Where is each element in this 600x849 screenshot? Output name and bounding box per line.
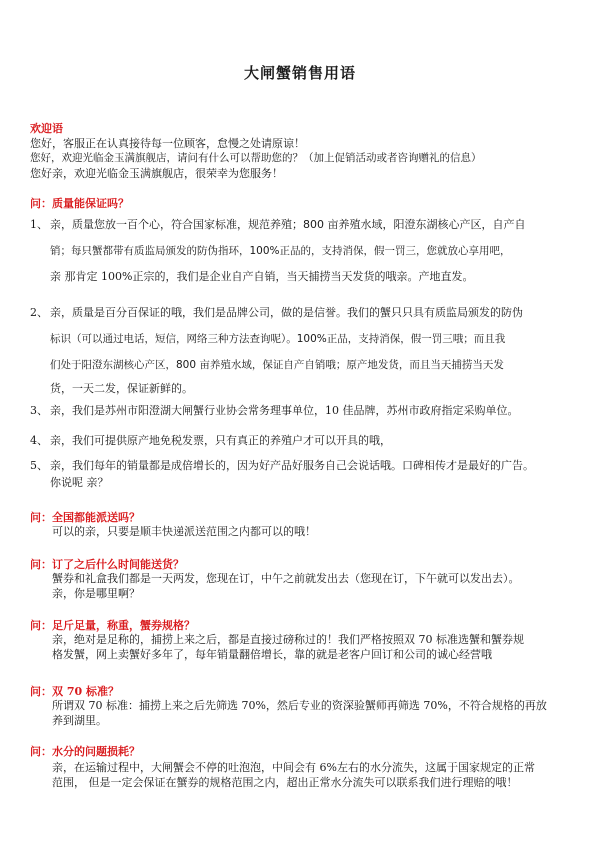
answer-line: 范围， 但是一定会保证在蟹券的规格范围之内，超出正常水分流失可以联系我们进行理赔的哦！ (52, 776, 518, 789)
item-line: 亲，我们每年的销量都是成倍增长的，因为好产品好服务自己会说话哦。口碑相传才是最好的广告。 (50, 459, 534, 472)
item-line: 标识（可以通过电话，短信，网络三种方法查询呢）。100%正品，支持消保，假一罚三哦；而且我 (50, 333, 506, 345)
item-number: 5、 (30, 459, 48, 472)
question-heading-quality: 问：质量能保证吗？ (30, 197, 129, 210)
greeting-section (30, 120, 575, 181)
answer-water-loss (52, 760, 572, 790)
item-number: 4、 (30, 434, 48, 447)
answer-item-4 (30, 428, 570, 454)
answer-item-1 (30, 212, 570, 290)
greeting-line: 您好，客服正在认真接待每一位顾客，怠慢之处请原谅！ (30, 137, 305, 150)
item-line: 货，一天二发，保证新鲜的。 (50, 382, 193, 395)
answer-item-5 (30, 457, 570, 491)
item-line: 亲，我们可提供原产地免税发票，只有真正的养殖户才可以开具的哦， (50, 434, 391, 447)
question-heading-weight: 问：足斤足量，称重，蟹券规格？ (30, 619, 195, 632)
answer-line: 亲，绝对是足称的，捕捞上来之后，都是直接过磅称过的！我们严格按照双 70 标准选蟹和蟹券规 (52, 633, 524, 646)
item-line: 亲，我们是苏州市阳澄湖大闸蟹行业协会常务理事单位，10 佳品牌，苏州市政府指定采购单位。 (50, 404, 519, 417)
question-heading-double-70: 问：双 70 标准？ (30, 685, 119, 698)
item-number: 3、 (30, 404, 48, 417)
greeting-heading: 欢迎语 (30, 122, 63, 135)
question-heading-delivery-time: 问：订了之后什么时间能送货？ (30, 558, 184, 571)
item-line: 亲 那肯定 100%正宗的，我们是企业自产自销，当天捕捞当天发货的哦亲。产地直发。 (50, 270, 474, 283)
item-line: 销；每只蟹都带有质监局颁发的防伪指环，100%正品的，支持消保，假一罚三，您就放心享用吧， (50, 245, 511, 257)
greeting-line: 您好亲，欢迎光临金玉满旗舰店，很荣幸为您服务！ (30, 167, 283, 180)
item-line: 们处于阳澄东湖核心产区，800 亩养殖水域，保证自产自销哦；原产地发货，而且当天捕捞当天发 (50, 359, 504, 371)
item-number: 1、 (30, 218, 48, 231)
answer-item-2 (30, 300, 570, 400)
answer-line: 蟹券和礼盒我们都是一天两发，您现在订，中午之前就发出去（您现在订，下午就可以发出去）。 (52, 572, 520, 585)
greeting-line: 您好，欢迎光临金玉满旗舰店，请问有什么可以帮助您的？（加上促销活动或者咨询赠礼的信息） (30, 152, 482, 164)
answer-line: 所谓双 70 标准：捕捞上来之后先筛选 70%，然后专业的资深验蟹师再筛选 70%，不符合规格的再放 (52, 699, 547, 712)
answer-delivery-time (52, 571, 572, 601)
answer-delivery-range (52, 524, 572, 539)
item-line: 你说呢 亲？ (50, 476, 109, 489)
answer-double-70 (52, 698, 572, 728)
item-line: 亲，质量是百分百保证的哦，我们是品牌公司，做的是信誉。我们的蟹只只具有质监局颁发的防伪 (50, 306, 523, 319)
item-line: 亲，质量您放一百个心，符合国家标准，规范养殖；800 亩养殖水域，阳澄东湖核心产区，自产自 (50, 218, 526, 231)
answer-item-3 (30, 398, 570, 424)
item-number: 2、 (30, 306, 48, 319)
answer-line: 亲，你是哪里啊？ (52, 587, 140, 600)
answer-line: 格发蟹，网上卖蟹好多年了，每年销量翻倍增长，靠的就是老客户回订和公司的诚心经营哦 (52, 648, 492, 661)
question-heading-delivery-range: 问：全国都能派送吗？ (30, 511, 140, 524)
page-title: 大闸蟹销售用语 (243, 64, 356, 82)
answer-line: 养到湖里。 (52, 714, 107, 727)
answer-line: 亲，在运输过程中，大闸蟹会不停的吐泡泡，中间会有 6%左右的水分流失，这属于国家规定的正常 (52, 761, 535, 774)
answer-weight (52, 632, 572, 662)
answer-line: 可以的亲，只要是顺丰快递派送范围之内都可以的哦！ (52, 525, 316, 538)
question-heading-water-loss: 问：水分的问题损耗？ (30, 745, 140, 758)
